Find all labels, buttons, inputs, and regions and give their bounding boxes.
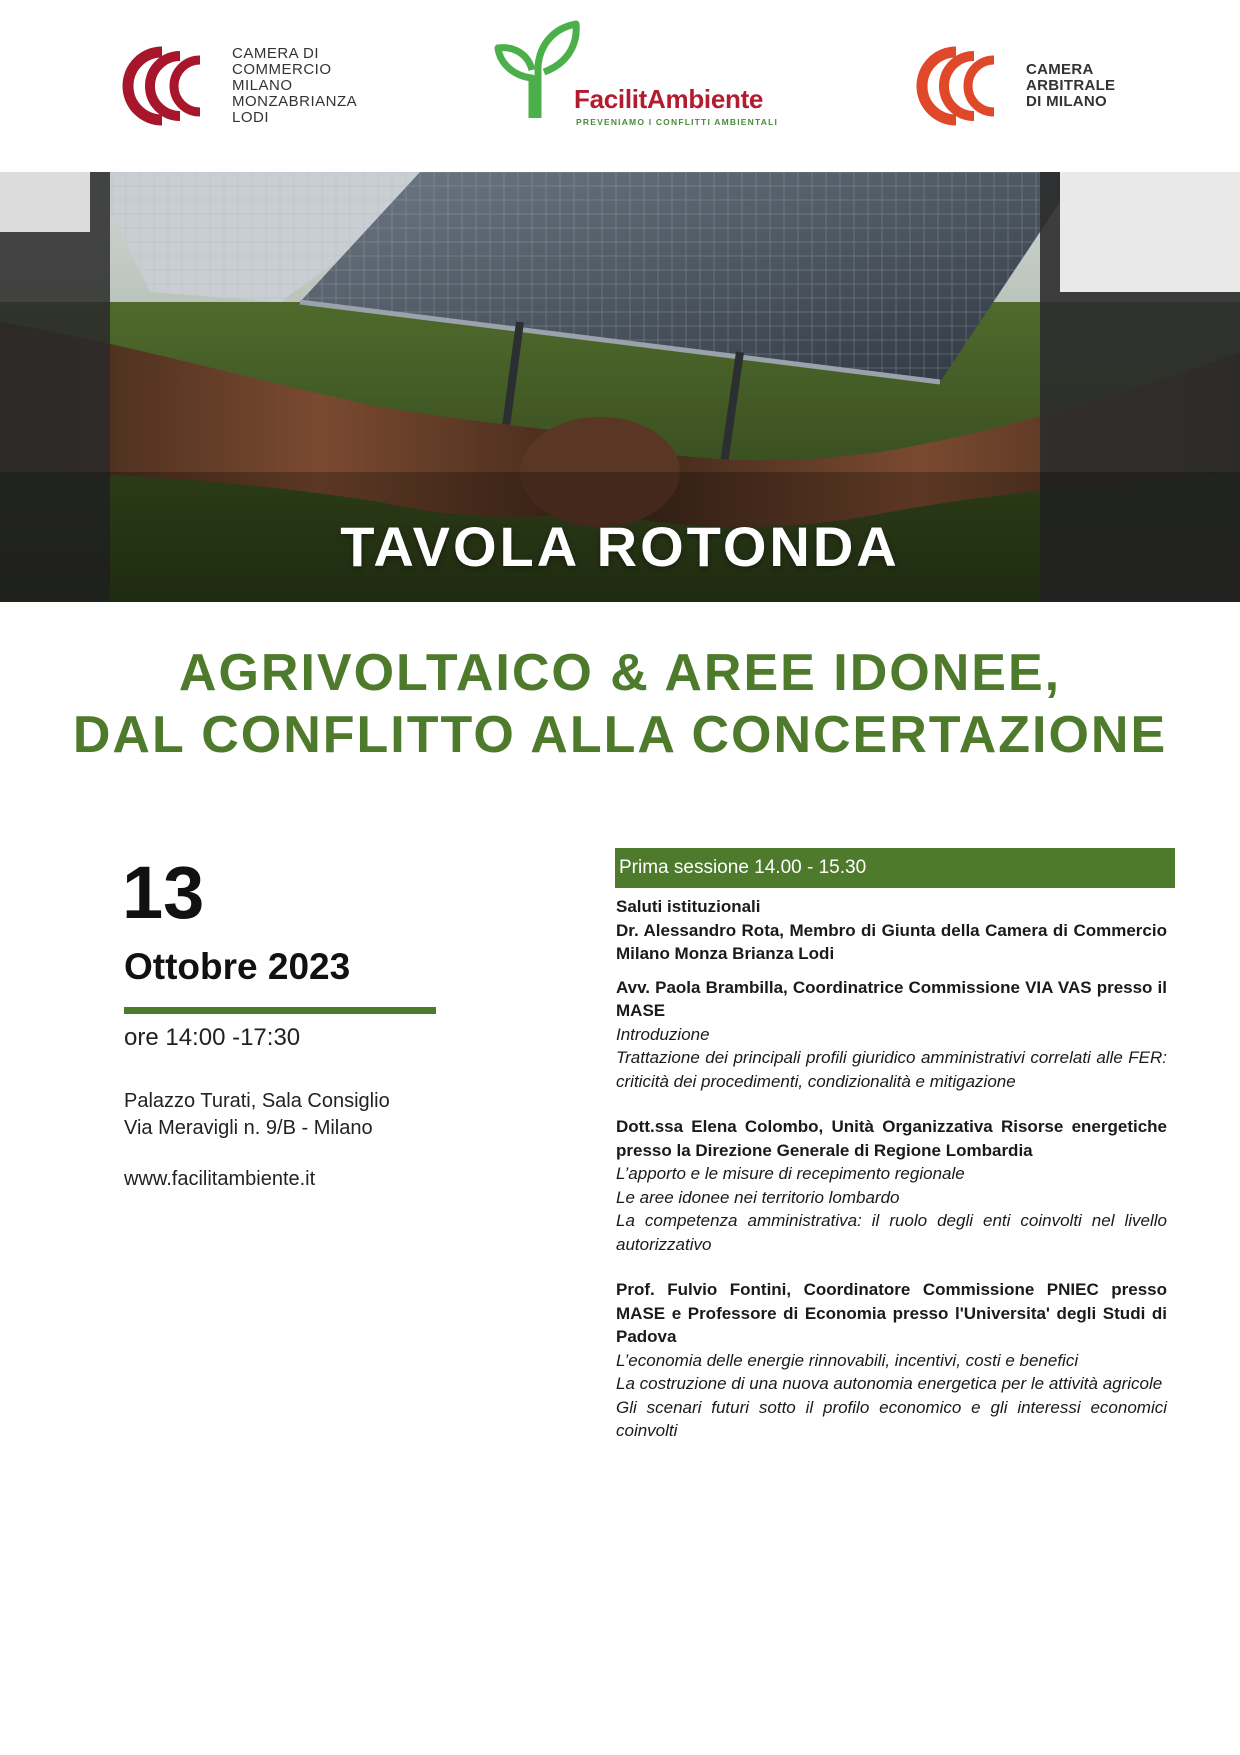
camera-arbitrale-name	[1026, 62, 1115, 110]
speaker-name: Avv. Paola Brambilla, Coordinatrice Commissione VIA VAS presso il MASE	[616, 977, 1167, 1020]
leaf-icon	[494, 20, 580, 122]
event-day: 13	[122, 851, 205, 934]
program-item	[616, 1115, 1167, 1256]
program-item	[616, 895, 1167, 966]
talk-topic: Le aree idonee nei territorio lombardo	[616, 1187, 900, 1207]
venue-line-2: Via Meravigli n. 9/B - Milano	[124, 1117, 373, 1139]
hero-title: TAVOLA ROTONDA	[340, 515, 900, 578]
speaker-name: Prof. Fulvio Fontini, Coordinatore Commissione PNIEC presso MASE e Professore di Economia presso l'Universita' degli Studi di Padova	[616, 1280, 1167, 1346]
program-item	[616, 976, 1167, 1094]
venue-line-1: Palazzo Turati, Sala Consiglio	[124, 1090, 390, 1112]
talk-topic: L’apporto e le misure di recepimento regionale	[616, 1164, 965, 1183]
logo-text-line: DI MILANO	[1026, 93, 1108, 110]
logo-facilitambiente	[494, 20, 794, 130]
program-item	[616, 1278, 1167, 1443]
camera-commercio-logo-icon	[122, 46, 208, 126]
program-heading: Saluti istituzionali	[616, 897, 761, 916]
session-header: Prima sessione 14.00 - 15.30	[615, 848, 1175, 888]
talk-topic: Gli scenari futuri sotto il profilo economico e gli interessi economici coinvolti	[616, 1397, 1167, 1440]
website-link[interactable]: www.facilitambiente.it	[124, 1168, 316, 1190]
logo-text-line: CAMERA DI	[232, 45, 320, 62]
logo-text-line: MONZABRIANZA	[232, 93, 358, 110]
event-month-year: Ottobre 2023	[124, 946, 351, 987]
camera-arbitrale-logo-icon	[916, 46, 1002, 126]
logo-text-line: ARBITRALE	[1026, 77, 1116, 94]
event-time: ore 14:00 -17:30	[124, 1024, 301, 1051]
speaker-name: Dr. Alessandro Rota, Membro di Giunta della Camera di Commercio Milano Monza Brianza Lodi	[616, 920, 1167, 963]
camera-commercio-name	[232, 46, 357, 126]
event-title-line-2: DAL CONFLITTO ALLA CONCERTAZIONE	[72, 706, 1168, 764]
logo-text-line: MILANO	[232, 77, 293, 94]
talk-topic: Introduzione	[616, 1024, 710, 1044]
event-title	[0, 642, 1240, 766]
talk-topic: La costruzione di una nuova autonomia energetica per le attività agricole	[616, 1374, 1163, 1393]
talk-topic: L’economia delle energie rinnovabili, incentivi, costi e benefici	[616, 1350, 1079, 1370]
speaker-name: Dott.ssa Elena Colombo, Unità Organizzativa Risorse energetiche presso la Direzione Generale di Regione Lombardia	[616, 1117, 1167, 1160]
brand-name: FacilitAmbiente	[574, 84, 764, 114]
logo-camera-arbitrale	[916, 46, 1176, 130]
talk-topic: Trattazione dei principali profili giuridico amministrativi correlati alle FER: criticità dei procedimenti, condizionalità e mitigazione	[616, 1048, 1167, 1091]
logo-camera-commercio	[122, 46, 522, 130]
logo-text-line: LODI	[232, 109, 270, 126]
logo-text-line: CAMERA	[1026, 61, 1094, 78]
date-divider	[124, 1007, 436, 1014]
event-venue	[124, 1088, 390, 1142]
program-list	[616, 895, 1167, 1453]
brand-tagline: PREVENIAMO I CONFLITTI AMBIENTALI	[576, 117, 779, 127]
logo-text-line: COMMERCIO	[232, 61, 332, 78]
event-title-line-1: AGRIVOLTAICO & AREE IDONEE,	[178, 644, 1062, 702]
talk-topic: La competenza amministrativa: il ruolo degli enti coinvolti nel livello autorizzativo	[616, 1211, 1167, 1254]
